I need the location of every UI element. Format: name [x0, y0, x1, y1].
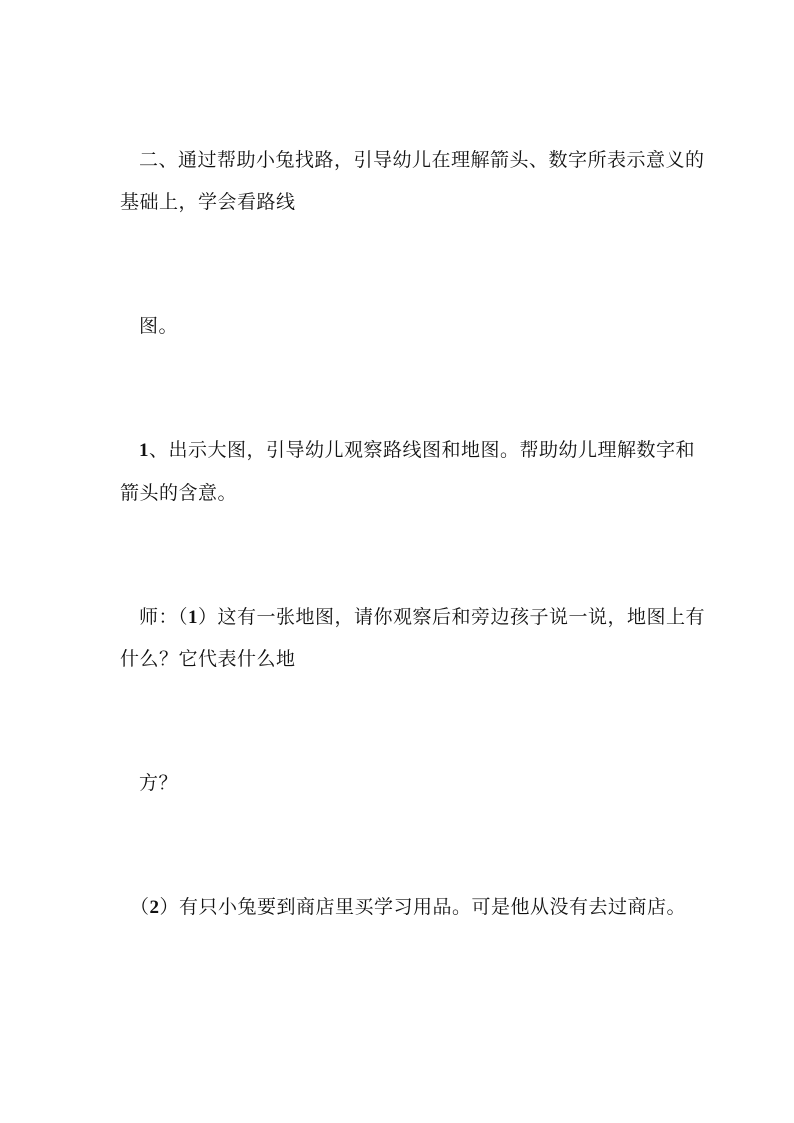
section-heading-line-1: 二、通过帮助小兔找路，引导幼儿在理解箭头、数字所表示意义的: [139, 149, 705, 171]
teacher-question-1-line-1: [139, 605, 705, 630]
step-1-text: 、出示大图，引导幼儿观察路线图和地图。帮助幼儿理解数字和: [149, 439, 696, 461]
teacher-question-2-line-1: [130, 895, 686, 920]
step-1-line-2: 箭头的含意。: [120, 482, 238, 504]
step-1-line-1: [139, 438, 695, 463]
teacher-question-1-text: ）这有一张地图，请你观察后和旁边孩子说一说，地图上有: [198, 606, 706, 628]
teacher-prefix: 师：（: [139, 606, 189, 628]
question-2-prefix: （: [130, 896, 150, 918]
teacher-question-1-line-2: 什么？它代表什么地: [120, 648, 296, 670]
question-number: 1: [188, 607, 199, 628]
section-heading-line-2: 基础上，学会看路线: [120, 191, 296, 213]
step-number: 1: [139, 440, 149, 461]
section-heading-line-3: 图。: [139, 315, 179, 337]
question-2-number: 2: [149, 897, 160, 918]
teacher-question-1-line-3: 方？: [139, 772, 179, 794]
teacher-question-2-text: ）有只小兔要到商店里买学习用品。可是他从没有去过商店。: [159, 896, 687, 918]
